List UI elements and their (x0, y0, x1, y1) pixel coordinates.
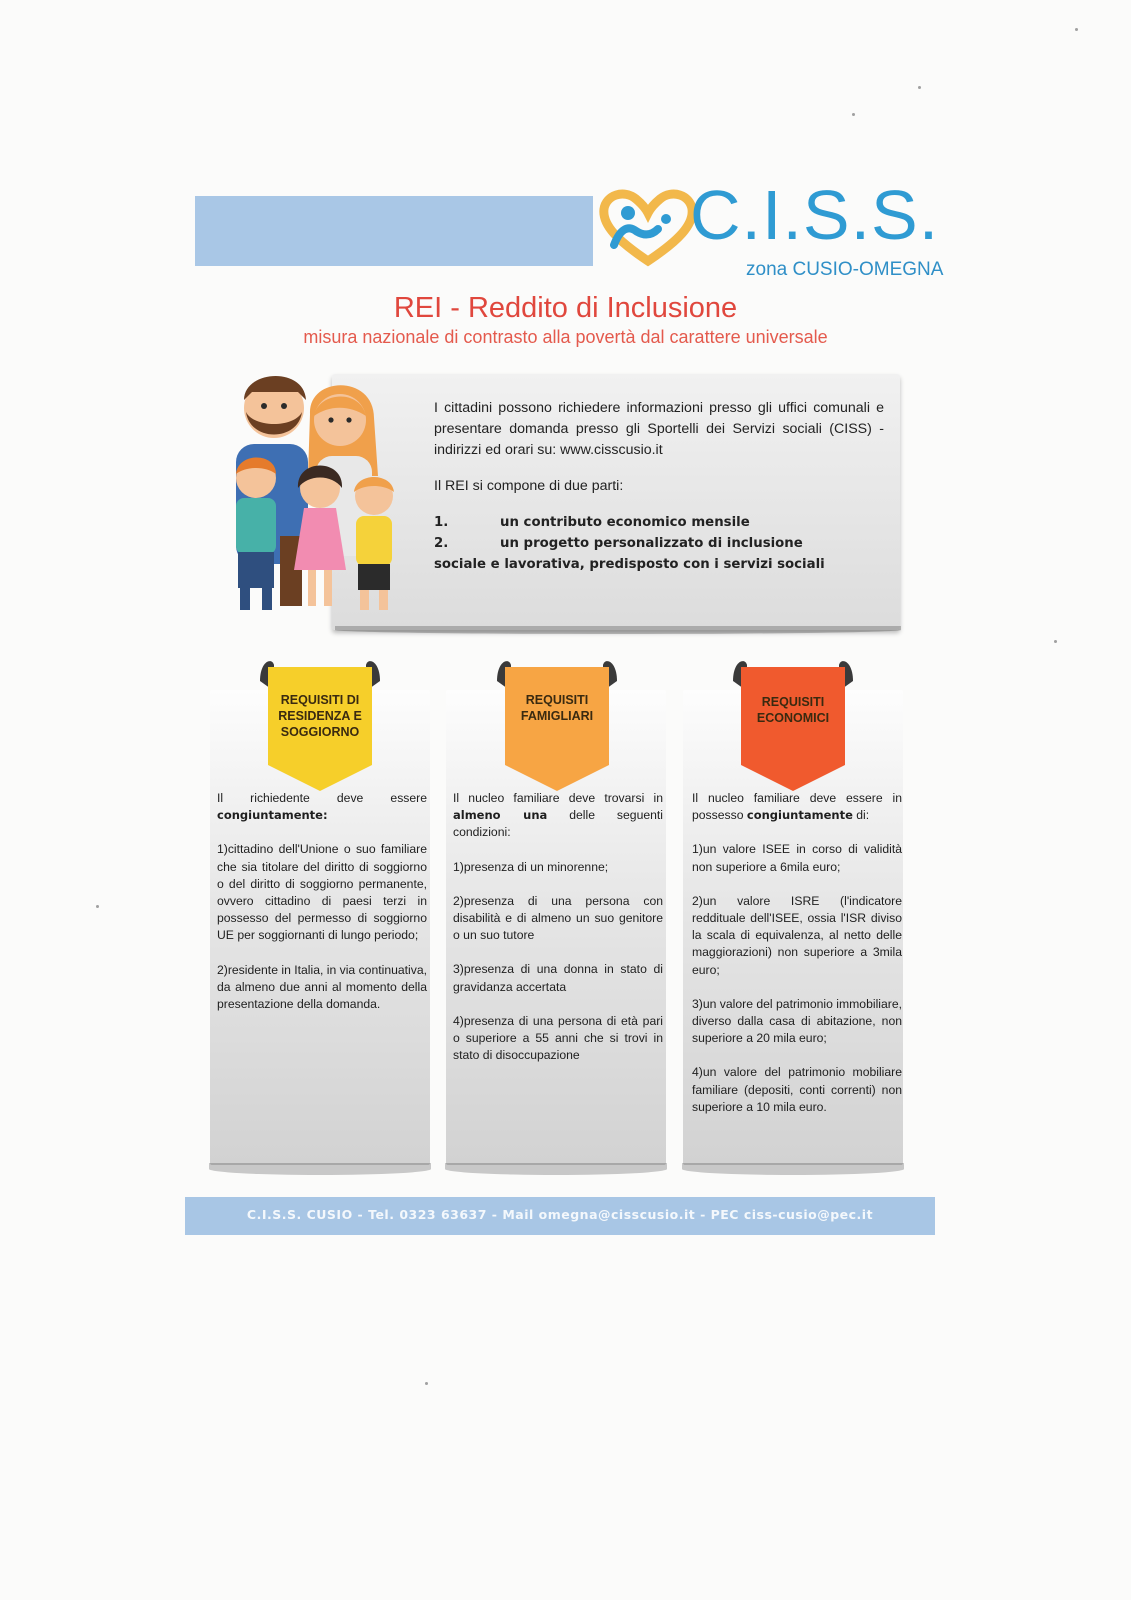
requirement-item: 2)un valore ISRE (l'indicatore reddituale dell'ISEE, ossia l'ISR diviso la scala di equivalenza, al netto delle maggiorazioni) non superiore a 3mila euro; (692, 893, 902, 977)
family-text (453, 790, 663, 1081)
intro-bold: congiuntamente (746, 808, 853, 823)
intro-plain: Il nucleo familiare deve essere in possesso (692, 791, 902, 823)
page-subtitle: misura nazionale di contrasto alla povertà dal carattere universale (303, 327, 828, 347)
residence-text (217, 790, 427, 1030)
list-number: 2. (434, 536, 449, 551)
intro-tail: delle seguenti condizioni: (453, 808, 664, 840)
scan-speck (1075, 28, 1078, 31)
logo-text: C.I.S.S. (690, 176, 940, 254)
requirement-item: 1)presenza di un minorenne; (453, 859, 609, 874)
card-shadow (209, 1163, 431, 1175)
intro-list-item (434, 512, 884, 533)
ribbon-title-line: SOGGIORNO (280, 725, 360, 739)
intro-paragraph-1: I cittadini possono richiedere informazioni presso gli uffici comunali e presentare domanda presso gli Sportelli dei Servizi sociali (CISS) - indirizzi ed orari su: www.cisscusio.it (434, 400, 884, 458)
requirement-item: 4)presenza di una persona di età pari o superiore a 55 anni che si trovi in stato di disoccupazione (453, 1013, 663, 1063)
requirement-item: 1)un valore ISEE in corso di validità non superiore a 6mila euro; (692, 842, 902, 874)
scan-speck (425, 1382, 428, 1385)
page-title: REI - Reddito di Inclusione (393, 292, 738, 324)
intro-plain: Il richiedente deve essere (217, 791, 427, 805)
list-text: un progetto personalizzato di inclusione (500, 536, 803, 551)
scan-speck (852, 113, 855, 116)
ribbon-title-line: ECONOMICI (756, 711, 830, 725)
ribbon-title-line: FAMIGLIARI (520, 709, 594, 723)
intro-bold: congiuntamente (217, 808, 323, 823)
list-number: 1. (434, 515, 449, 530)
family-illustration (228, 356, 418, 624)
requirement-item: 1)cittadino dell'Unione o suo familiare che sia titolare del diritto di soggiorno o del diritto di soggiorno permanente, ovvero cittadino di paesi terzi in possesso del permesso di soggiorno UE per soggiornanti di lungo periodo; (217, 842, 427, 943)
column-intro (453, 790, 663, 842)
scan-speck (918, 86, 921, 89)
ribbon-title-line: REQUISITI (761, 695, 825, 709)
intro-text (434, 398, 884, 575)
card-shadow (682, 1163, 904, 1175)
ribbon-title-residence (260, 692, 380, 740)
intro-list-item (434, 533, 884, 554)
requirement-item: 2)residente in Italia, in via continuativa, da almeno due anni al momento della presentazione della domanda. (217, 962, 428, 1012)
card-shadow (445, 1163, 667, 1175)
ciss-logo (598, 176, 944, 288)
economic-text (692, 790, 902, 1133)
scan-speck (1054, 640, 1057, 643)
intro-paragraph-2: Il REI si compone di due parti: (434, 478, 624, 494)
requirement-item: 3)un valore del patrimonio immobiliare, diverso dalla casa di abitazione, non superiore a 20 mila euro; (692, 996, 902, 1046)
scan-speck (96, 905, 99, 908)
ribbon-title-line: REQUISITI DI (280, 693, 360, 707)
ribbon-family (497, 655, 617, 793)
logo-subtitle: zona CUSIO-OMEGNA (746, 259, 944, 280)
ribbon-title-line: RESIDENZA E (278, 709, 362, 723)
column-intro (692, 790, 902, 824)
ribbon-title-line: REQUISITI (525, 693, 589, 707)
ribbon-title-family (497, 692, 617, 724)
requirement-item: 4)un valore del patrimonio mobiliare familiare (depositi, conti correnti) non superiore a 10 mila euro. (692, 1065, 902, 1114)
header-blue-bar (195, 196, 593, 266)
ribbon-title-economic (733, 694, 853, 726)
intro-bold: almeno una (453, 808, 548, 823)
requirement-item: 3)presenza di una donna in stato di gravidanza accertata (453, 962, 663, 994)
intro-card-shadow (335, 626, 901, 634)
list-item-continuation: sociale e lavorativa, predisposto con i servizi sociali (434, 557, 825, 572)
column-intro (217, 790, 427, 824)
footer-contacts: C.I.S.S. CUSIO - Tel. 0323 63637 - Mail omegna@cisscusio.it - PEC ciss-cusio@pec.it (246, 1207, 874, 1222)
intro-tail: di: (856, 808, 870, 823)
requirement-item: 2)presenza di una persona con disabilità e di almeno un suo genitore o un suo tutore (453, 893, 663, 943)
intro-plain: Il nucleo familiare deve trovarsi in (453, 791, 663, 805)
heart-logo-icon (598, 189, 698, 267)
intro-tail: : (322, 808, 328, 823)
list-text: un contributo economico mensile (500, 515, 750, 530)
